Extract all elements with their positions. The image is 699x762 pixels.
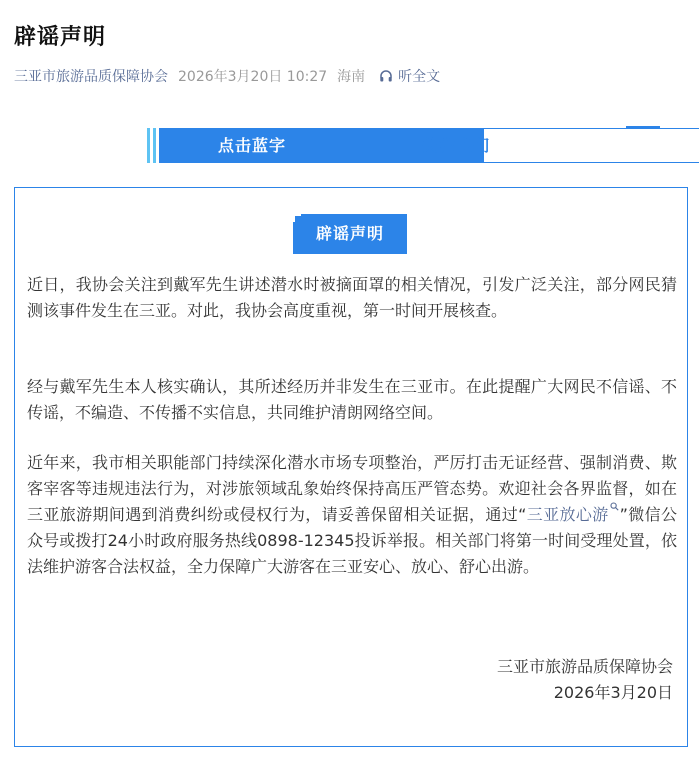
signature: 三亚市旅游品质保障协会: [496, 657, 673, 676]
paragraph-1: 近日，我协会关注到戴军先生讲述潜水时被摘面罩的相关情况，引发广泛关注，部分网民猜测该事件发生在三亚。对此，我协会高度重视，第一时间开展核查。: [27, 275, 677, 320]
notice-tag: [293, 214, 407, 254]
article-meta: [14, 66, 440, 86]
notice-tag-label: 辟谣声明: [315, 224, 384, 243]
account-link-label: 三亚放心游: [526, 505, 609, 524]
listen-button[interactable]: [379, 66, 440, 86]
paragraph-3-text-b: ”微信公众号或拨打24小时政府服务热线0898-12345投诉举报。相关部门将第一时间受理处置，依法维护游客合法权益，全力保障广大游客在三亚安心、放心、舒心出游。: [27, 505, 677, 576]
paragraph-3-text-a: 近年来，我市相关职能部门持续深化潜水市场专项整治，严厉打击无证经营、强制消费、欺客宰客等违规违法行为，对涉旅领域乱象始终保持高压严管态势。欢迎社会各界监督，如在三亚旅游期间遇到消费纠纷或侵权行为，请妥善保留相关证据，通过“: [27, 453, 677, 524]
follow-banner: [147, 128, 553, 163]
listen-label: 听全文: [398, 69, 441, 85]
paragraph-3: [27, 450, 677, 580]
publish-datetime: 2026年3月20日 10:27: [178, 69, 328, 85]
headphones-icon: [379, 69, 393, 83]
page-title: 辟谣声明: [14, 25, 107, 50]
paragraph-2: 经与戴军先生本人核实确认，其所述经历并非发生在三亚市。在此提醒广大网民不信谣、不传谣，不编造、不传播不实信息，共同维护清朗网络空间。: [27, 377, 677, 422]
banner-stripe: [153, 128, 156, 163]
banner-right-label: 关注我们: [421, 136, 490, 155]
banner-stripe: [147, 128, 150, 163]
signature-date: 2026年3月20日: [553, 683, 673, 702]
account-name-link[interactable]: 三亚市旅游品质保障协会: [14, 69, 168, 85]
region-label: 海南: [337, 69, 366, 85]
account-link[interactable]: [526, 505, 619, 524]
notice-box: [14, 187, 688, 747]
tag-corner-decoration: [295, 216, 301, 222]
search-icon: [610, 502, 619, 511]
banner-left-label: 点击蓝字: [217, 136, 286, 155]
